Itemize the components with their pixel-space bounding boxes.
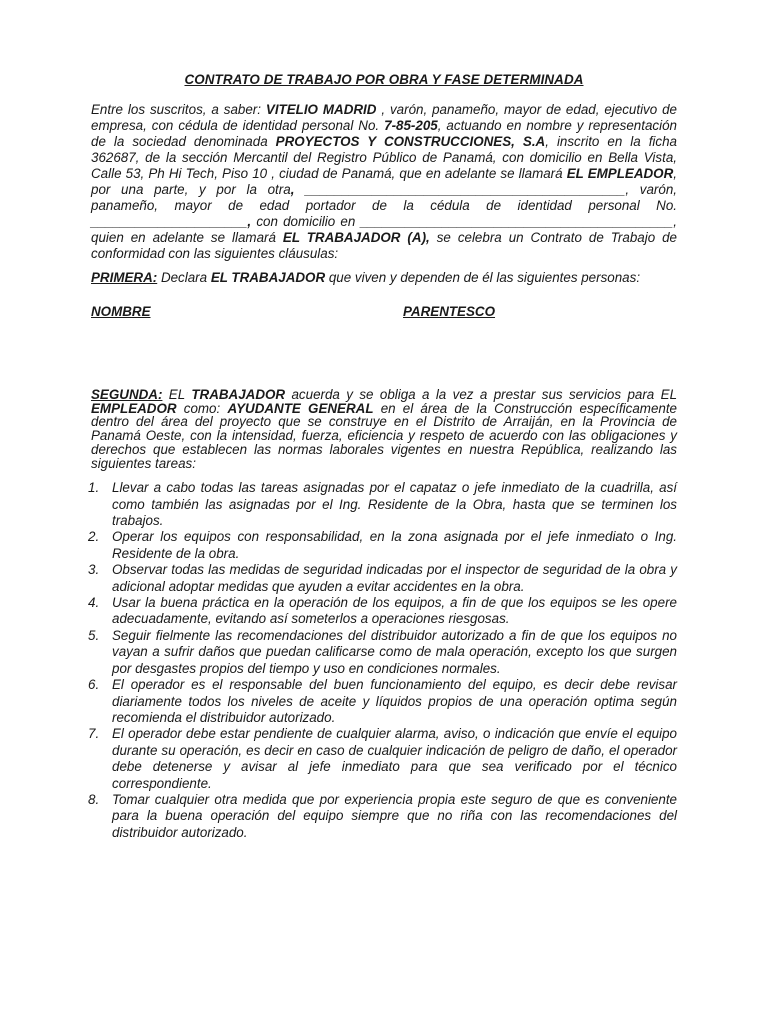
worker-term: TRABAJADOR	[191, 387, 286, 402]
list-item-number: 6.	[88, 677, 100, 693]
list-item-text: Observar todas las medidas de seguridad indicadas por el inspector de seguridad de la obra y adicional adoptar medidas que ayuden a evitar accidentes en la obra.	[112, 562, 677, 594]
document-title: CONTRATO DE TRABAJO POR OBRA Y FASE DETERMINADA	[184, 72, 584, 87]
intro-comma: ,	[290, 182, 295, 197]
list-item-text: El operador es el responsable del buen funcionamiento del equipo, es decir debe revisar diariamente todos los niveles de aceite y líquidos propios de una operación optima según recomienda el distribuidor autorizado.	[112, 677, 677, 725]
list-item-number: 5.	[88, 627, 100, 643]
intro-text: , por una parte, y por la otra	[91, 166, 677, 197]
clause-primera-heading: PRIMERA:	[91, 270, 158, 285]
list-item	[88, 480, 677, 529]
list-item-text: Operar los equipos con responsabilidad, en la zona asignada por el jefe inmediato o Ing. Residente de la obra.	[112, 529, 677, 561]
list-item-text: Tomar cualquier otra medida que por experiencia propia este seguro de que es conveniente para la buena operación del equipo siempre que no riña con las recomendaciones del distribuidor autorizado.	[112, 791, 677, 840]
clause-text: EL	[162, 387, 192, 402]
intro-paragraph	[91, 102, 677, 262]
list-item-number: 8.	[88, 791, 100, 807]
list-item-number: 2.	[88, 529, 100, 545]
intro-text: , varón, panameño, mayor de edad, ejecutivo de empresa, con cédula de identidad personal No.	[91, 102, 677, 133]
intro-comma: ,	[247, 214, 252, 229]
list-item-number: 3.	[88, 562, 100, 578]
employer-term: EMPLEADOR	[91, 400, 177, 416]
intro-text: , actuando en nombre y representación de la sociedad denominada	[91, 118, 677, 149]
clause-text: como:	[176, 400, 228, 416]
column-nombre: NOMBRE	[91, 304, 151, 319]
clause-text: que viven y dependen de él las siguientes personas:	[325, 270, 641, 285]
task-list	[88, 480, 677, 841]
list-item-text: Llevar a cabo todas las tareas asignadas por el capataz o jefe inmediato de la cuadrilla, así como también las asignadas por el Ing. Residente de la Obra, hasta que se terminen los trabajos.	[112, 480, 677, 529]
worker-cedula-blank: _____________________	[91, 214, 248, 229]
clause-text: acuerda y se obliga a la vez a prestar sus servicios para EL	[285, 387, 678, 402]
company-name: PROYECTOS Y CONSTRUCCIONES, S.A	[275, 134, 546, 149]
clause-segunda	[91, 388, 677, 470]
clause-text: en el área de la Construcción específicamente dentro del área del proyecto que se construye en el Distrito de Arraiján, en la Provincia de Panamá Oeste, con la intensidad, fuerza, eficiencia y respeto de acuerdo con las obligaciones y derechos que establecen las normas laborales vigentes en nuestra República, realizando las siguientes tareas:	[91, 400, 678, 471]
list-item	[88, 791, 677, 841]
list-item-number: 4.	[88, 595, 100, 611]
dependents-table-header	[91, 304, 677, 320]
clause-text: Declara	[157, 270, 211, 285]
worker-term: EL TRABAJADOR (A),	[282, 230, 430, 245]
intro-text: , inscrito en la ficha 362687, de la sección Mercantil del Registro Público de Panamá, con domicilio en Bella Vista, Calle 53, Ph Hi Tech, Piso 10 , ciudad de Panamá, que en adelante se llamará	[91, 134, 677, 181]
employer-representative-name: VITELIO MADRID	[265, 102, 377, 117]
clause-segunda-heading: SEGUNDA:	[91, 387, 163, 402]
intro-text: , varón, panameño, mayor de edad portador de la cédula de identidad personal No.	[91, 182, 677, 213]
list-item-number: 1.	[88, 480, 100, 496]
column-parentesco: PARENTESCO	[403, 304, 496, 319]
clause-primera	[91, 270, 677, 286]
list-item	[88, 529, 677, 562]
list-item	[88, 677, 677, 726]
job-role: AYUDANTE GENERAL	[227, 400, 374, 416]
cedula-number: 7-85-205	[384, 118, 438, 133]
worker-term: EL TRABAJADOR	[210, 270, 326, 285]
intro-text: , quien en adelante se llamará	[91, 214, 677, 245]
list-item-text: Usar la buena práctica en la operación de los equipos, a fin de que los equipos se les opere adecuadamente, evitando así someterlos a operaciones riesgosas.	[112, 595, 677, 627]
employer-term: EL EMPLEADOR	[566, 166, 674, 181]
intro-text: con domicilio en	[251, 214, 361, 229]
list-item	[88, 562, 677, 595]
list-item	[88, 595, 677, 628]
list-item-text: El operador debe estar pendiente de cualquier alarma, aviso, o indicación que envíe el equipo durante su operación, es decir en caso de cualquier indicación de peligro de daño, el operador debe detenerse y avisar al jefe inmediato para que sea verificado por el técnico correspondiente.	[112, 726, 677, 791]
intro-text: se celebra un Contrato de Trabajo de conformidad con las siguientes cláusulas:	[91, 230, 677, 261]
intro-text: Entre los suscritos, a saber:	[91, 102, 266, 117]
list-item-text: Seguir fielmente las recomendaciones del distribuidor autorizado a fin de que los equipos no vayan a sufrir daños que puedan calificarse como de mala operación, excepto los que surgen por desgastes propios del tiempo y uso en condiciones normales.	[112, 627, 677, 676]
worker-name-blank: ___________________________________________	[294, 182, 626, 197]
list-item	[88, 726, 677, 792]
list-item	[88, 627, 677, 677]
list-item-number: 7.	[88, 726, 100, 742]
worker-address-blank: __________________________________________	[360, 214, 674, 229]
